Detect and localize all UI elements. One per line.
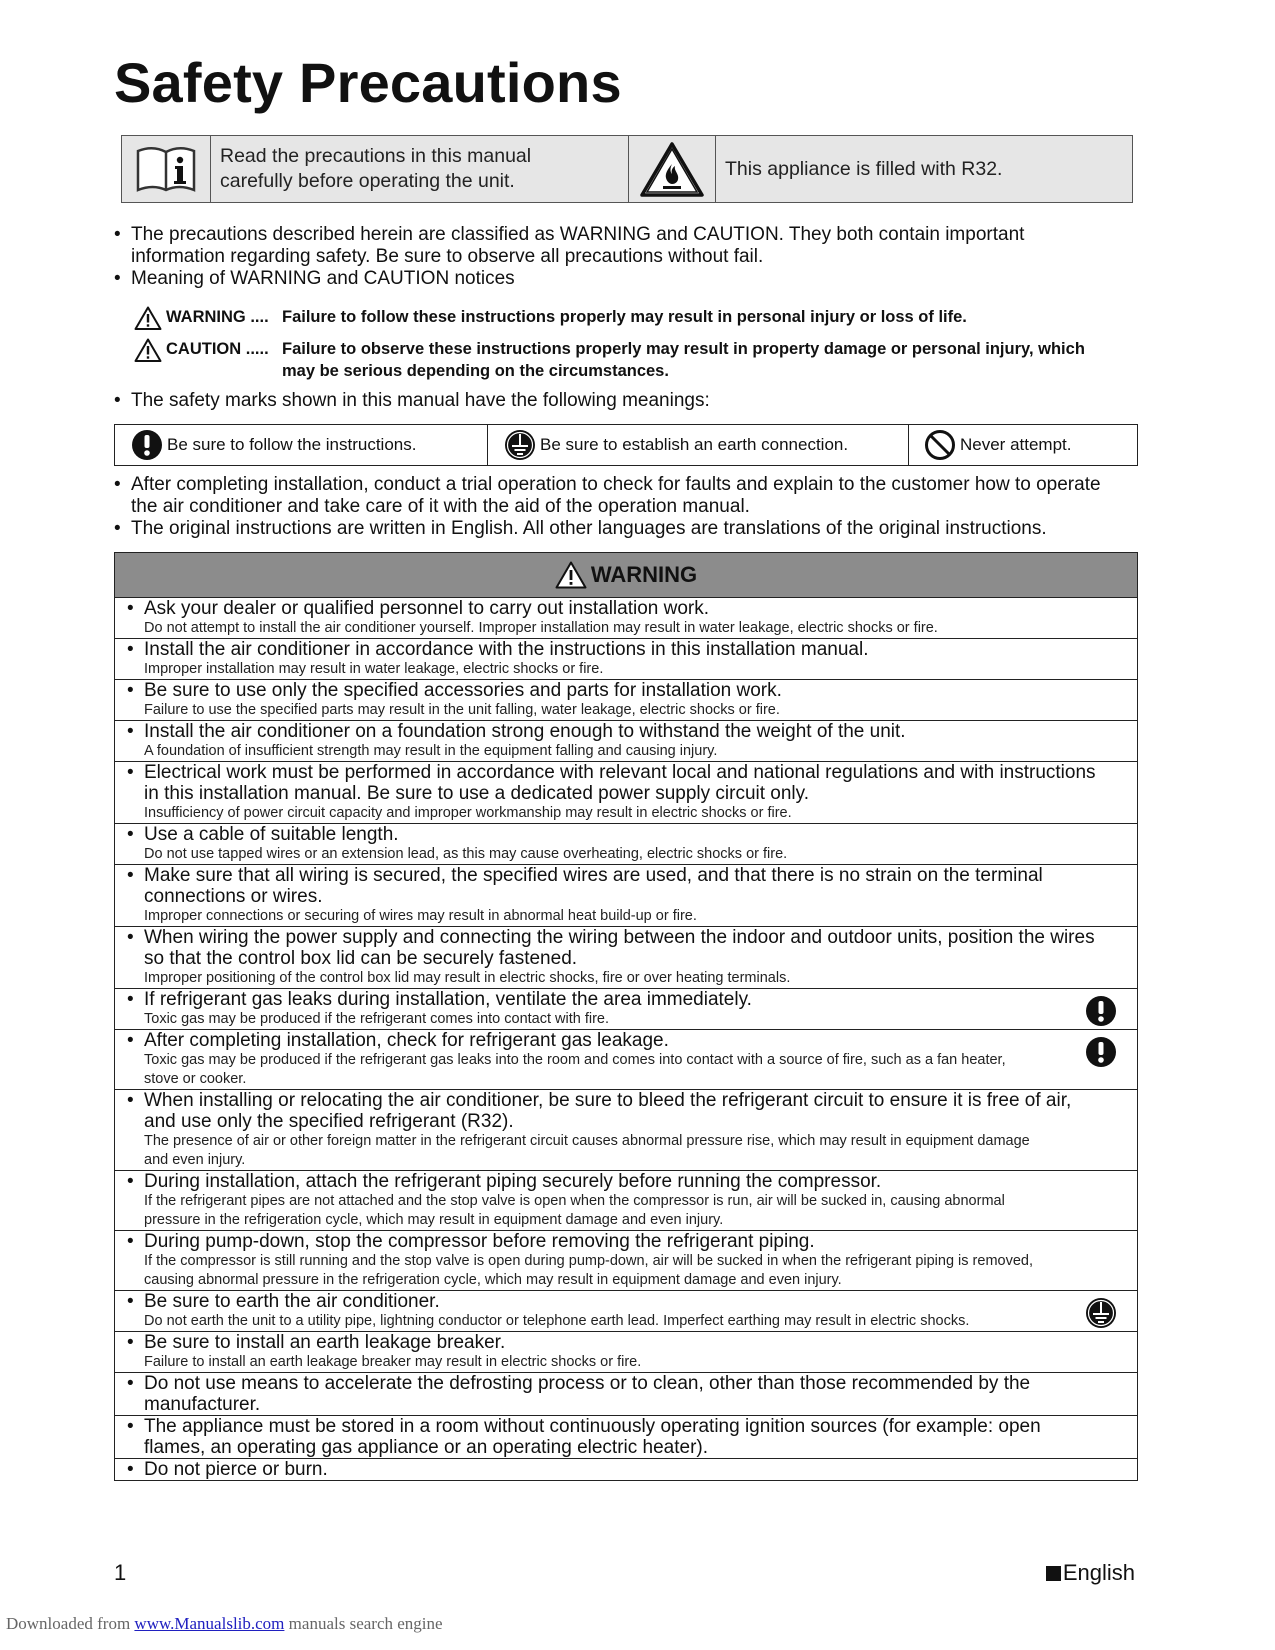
download-footer: Downloaded from www.Manualslib.com manuals search engine — [6, 1614, 443, 1633]
warning-main-text: in this installation manual. Be sure to use a dedicated power supply circuit only. — [144, 783, 810, 804]
manualslib-link[interactable]: www.Manualslib.com — [134, 1614, 285, 1633]
bullet: • — [127, 1332, 134, 1353]
bullet: • — [127, 598, 134, 619]
manual-info-icon — [122, 136, 211, 202]
caution-triangle-icon — [134, 338, 162, 362]
warning-row — [115, 680, 1137, 721]
warning-detail-text: Toxic gas may be produced if the refrigerant gas leaks into the room and comes into contact with a source of fire, such as a fan heater, — [144, 1052, 1006, 1068]
warning-detail-text: Insufficiency of power circuit capacity and improper workmanship may result in electric shocks or fire. — [144, 805, 792, 821]
bullet: • — [127, 1373, 134, 1394]
warning-main-text: When wiring the power supply and connecting the wiring between the indoor and outdoor units, position the wires — [144, 927, 1095, 948]
warning-row — [115, 989, 1137, 1030]
warning-detail-text: Failure to install an earth leakage breaker may result in electric shocks or fire. — [144, 1354, 642, 1370]
bullet: • — [127, 927, 134, 948]
warning-main-text: Be sure to earth the air conditioner. — [144, 1291, 440, 1312]
warning-row — [115, 1373, 1137, 1416]
bullet: • — [127, 721, 134, 742]
mandatory-icon — [1085, 995, 1117, 1032]
warning-row — [115, 762, 1137, 824]
warning-triangle-icon — [555, 561, 587, 589]
info-box — [121, 135, 1133, 203]
warning-table — [114, 552, 1138, 1481]
bullet: • — [127, 1171, 134, 1192]
bullet: • — [127, 865, 134, 886]
warning-detail-text: Toxic gas may be produced if the refrigerant comes into contact with fire. — [144, 1011, 610, 1027]
warning-detail-text: The presence of air or other foreign matter in the refrigerant circuit causes abnormal pressure rise, which may result in equipment damage — [144, 1133, 1030, 1149]
warning-row — [115, 1416, 1137, 1459]
warning-main-text: During installation, attach the refrigerant piping securely before running the compressor. — [144, 1171, 882, 1192]
r32-text: This appliance is filled with R32. — [725, 157, 1003, 180]
warning-main-text: Do not use means to accelerate the defrosting process or to clean, other than those recommended by the — [144, 1373, 1031, 1394]
warning-row — [115, 598, 1137, 639]
earth-icon — [1085, 1297, 1117, 1334]
warning-main-text: Be sure to use only the specified accessories and parts for installation work. — [144, 680, 782, 701]
warning-main-text: During pump-down, stop the compressor before removing the refrigerant piping. — [144, 1231, 815, 1252]
warning-main-text: The appliance must be stored in a room without continuously operating ignition sources (for example: open — [144, 1416, 1041, 1437]
bullet: • — [127, 1291, 134, 1312]
warning-row — [115, 1231, 1137, 1291]
warning-main-text: and use only the specified refrigerant (R32). — [144, 1111, 514, 1132]
bullet: • — [127, 680, 134, 701]
warning-main-text: so that the control box lid can be securely fastened. — [144, 948, 578, 969]
warning-detail-text: pressure in the refrigeration cycle, which may result in equipment damage and even injury. — [144, 1212, 724, 1228]
warning-main-text: Do not pierce or burn. — [144, 1459, 328, 1480]
warning-detail-text: stove or cooker. — [144, 1071, 247, 1087]
mandatory-icon — [131, 429, 163, 461]
bullet: • — [127, 824, 134, 845]
page-title: Safety Precautions — [114, 51, 622, 114]
warning-main-text: connections or wires. — [144, 886, 323, 907]
warning-detail-text: causing abnormal pressure in the refrigeration cycle, which may result in equipment damage and even injury. — [144, 1272, 842, 1288]
warning-main-text: When installing or relocating the air conditioner, be sure to bleed the refrigerant circuit to ensure it is free of air, — [144, 1090, 1072, 1111]
warning-row — [115, 1030, 1137, 1090]
warning-main-text: Make sure that all wiring is secured, the specified wires are used, and that there is no strain on the terminal — [144, 865, 1043, 886]
warning-notice: WARNING .... Failure to follow these instructions properly may result in personal injury or loss of life. — [134, 306, 1142, 330]
bullet: • — [127, 1030, 134, 1051]
warning-row — [115, 824, 1137, 865]
warning-triangle-icon — [134, 306, 162, 330]
warning-table-header: WARNING — [115, 553, 1137, 598]
warning-main-text: flames, an operating gas appliance or an operating electric heater). — [144, 1437, 709, 1458]
warning-detail-text: Improper connections or securing of wires may result in abnormal heat build-up or fire. — [144, 908, 697, 924]
warning-detail-text: Do not attempt to install the air conditioner yourself. Improper installation may result in water leakage, electric shocks or fire. — [144, 620, 938, 636]
warning-main-text: After completing installation, check for refrigerant gas leakage. — [144, 1030, 669, 1051]
warning-main-text: manufacturer. — [144, 1394, 261, 1415]
warning-main-text: Use a cable of suitable length. — [144, 824, 399, 845]
warning-detail-text: If the compressor is still running and the stop valve is open during pump-down, air will be sucked in when the refrigerant piping is removed, — [144, 1253, 1033, 1269]
warning-detail-text: and even injury. — [144, 1152, 246, 1168]
safety-marks-legend: Be sure to follow the instructions. Be sure to establish an earth connection. Never attempt. — [114, 424, 1138, 466]
warning-main-text: Install the air conditioner in accordance with the instructions in this installation manual. — [144, 639, 869, 660]
warning-row — [115, 639, 1137, 680]
flammable-warning-icon — [629, 136, 716, 202]
bullet: • — [127, 989, 134, 1010]
caution-notice: CAUTION ..... Failure to observe these instructions properly may result in property damage or personal injury, which may be serious depending on the circumstances. — [134, 338, 1142, 382]
bullet: • — [127, 1231, 134, 1252]
warning-row — [115, 1459, 1137, 1480]
warning-detail-text: Improper installation may result in water leakage, electric shocks or fire. — [144, 661, 604, 677]
bullet: • — [127, 1416, 134, 1437]
after-bullets: • After completing installation, conduct a trial operation to check for faults and explain to the customer how to operate the air conditioner and take care of it with the aid of the operation manual. • The original instructions are written in English. All other languages are translations of the original instructions. — [114, 474, 1101, 539]
warning-row — [115, 927, 1137, 989]
intro-bullets: • The precautions described herein are classified as WARNING and CAUTION. They both contain important information regarding safety. Be sure to observe all precautions without fail. • Meaning of WARNING and CAUTION notices — [114, 224, 1025, 289]
warning-row — [115, 1090, 1137, 1171]
language-label: English — [1046, 1560, 1135, 1586]
warning-detail-text: Improper positioning of the control box lid may result in electric shocks, fire or over heating terminals. — [144, 970, 791, 986]
warning-detail-text: Do not earth the unit to a utility pipe, lightning conductor or telephone earth lead. Imperfect earthing may result in electric shocks. — [144, 1313, 970, 1329]
warning-row — [115, 1332, 1137, 1373]
warning-detail-text: Do not use tapped wires or an extension lead, as this may cause overheating, electric shocks or fire. — [144, 846, 788, 862]
warning-main-text: If refrigerant gas leaks during installation, ventilate the area immediately. — [144, 989, 752, 1010]
warning-detail-text: A foundation of insufficient strength may result in the equipment falling and causing injury. — [144, 743, 718, 759]
warning-row — [115, 721, 1137, 762]
marks-intro-bullet: • The safety marks shown in this manual have the following meanings: — [114, 390, 710, 411]
earth-icon — [504, 429, 536, 461]
warning-main-text: Ask your dealer or qualified personnel to carry out installation work. — [144, 598, 710, 619]
square-bullet-icon — [1046, 1566, 1061, 1581]
page-number: 1 — [114, 1560, 127, 1585]
prohibited-icon — [924, 429, 956, 461]
read-manual-text: Read the precautions in this manual carefully before operating the unit. — [211, 136, 629, 202]
warning-main-text: Be sure to install an earth leakage breaker. — [144, 1332, 506, 1353]
mandatory-icon — [1085, 1036, 1117, 1073]
bullet: • — [127, 1459, 134, 1480]
bullet: • — [127, 762, 134, 783]
warning-row — [115, 1291, 1137, 1332]
warning-row — [115, 1171, 1137, 1231]
bullet: • — [127, 1090, 134, 1111]
warning-main-text: Install the air conditioner on a foundation strong enough to withstand the weight of the unit. — [144, 721, 906, 742]
warning-row — [115, 865, 1137, 927]
bullet: • — [127, 639, 134, 660]
warning-detail-text: Failure to use the specified parts may result in the unit falling, water leakage, electric shocks or fire. — [144, 702, 780, 718]
warning-main-text: Electrical work must be performed in accordance with relevant local and national regulations and with instructions — [144, 762, 1096, 783]
warning-detail-text: If the refrigerant pipes are not attached and the stop valve is open when the compressor is run, air will be sucked in, causing abnormal — [144, 1193, 1005, 1209]
